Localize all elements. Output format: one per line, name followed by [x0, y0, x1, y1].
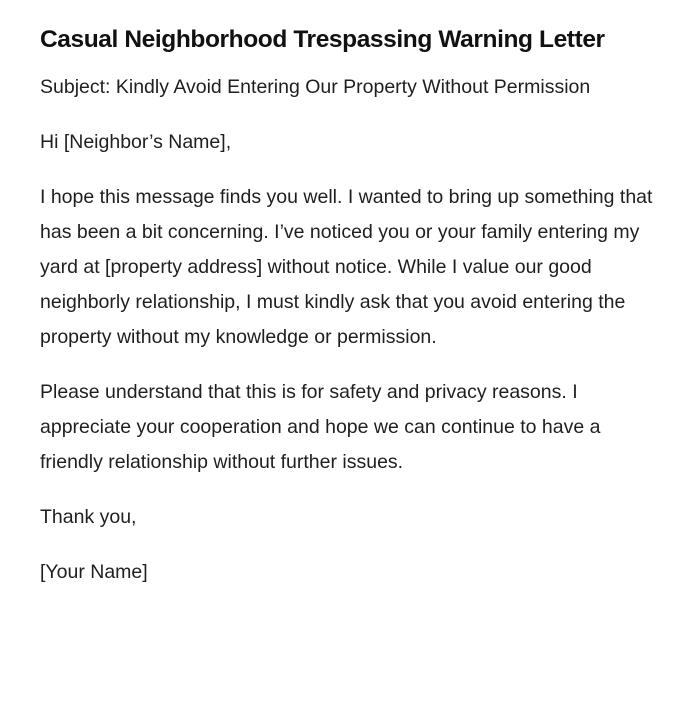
letter-body-paragraph-2: Please understand that this is for safety and privacy reasons. I appreciate your cooperation and hope we can continue to have a friendly relationship without further issues. [40, 381, 601, 473]
letter-body-paragraph-1: I hope this message finds you well. I wanted to bring up something that has been a bit concerning. I’ve noticed you or your family entering my yard at [property address] without notice. While I value our good neighborly relationship, I must kindly ask that you avoid entering the property without my knowledge or permission. [40, 186, 653, 348]
letter-closing: Thank you, [40, 506, 137, 528]
letter-greeting: Hi [Neighbor’s Name], [40, 131, 232, 153]
letter-title: Casual Neighborhood Trespassing Warning Letter [40, 26, 605, 53]
letter-subject: Subject: Kindly Avoid Entering Our Property Without Permission [40, 76, 591, 98]
letter-signature: [Your Name] [40, 561, 148, 583]
letter-document [40, 22, 665, 610]
